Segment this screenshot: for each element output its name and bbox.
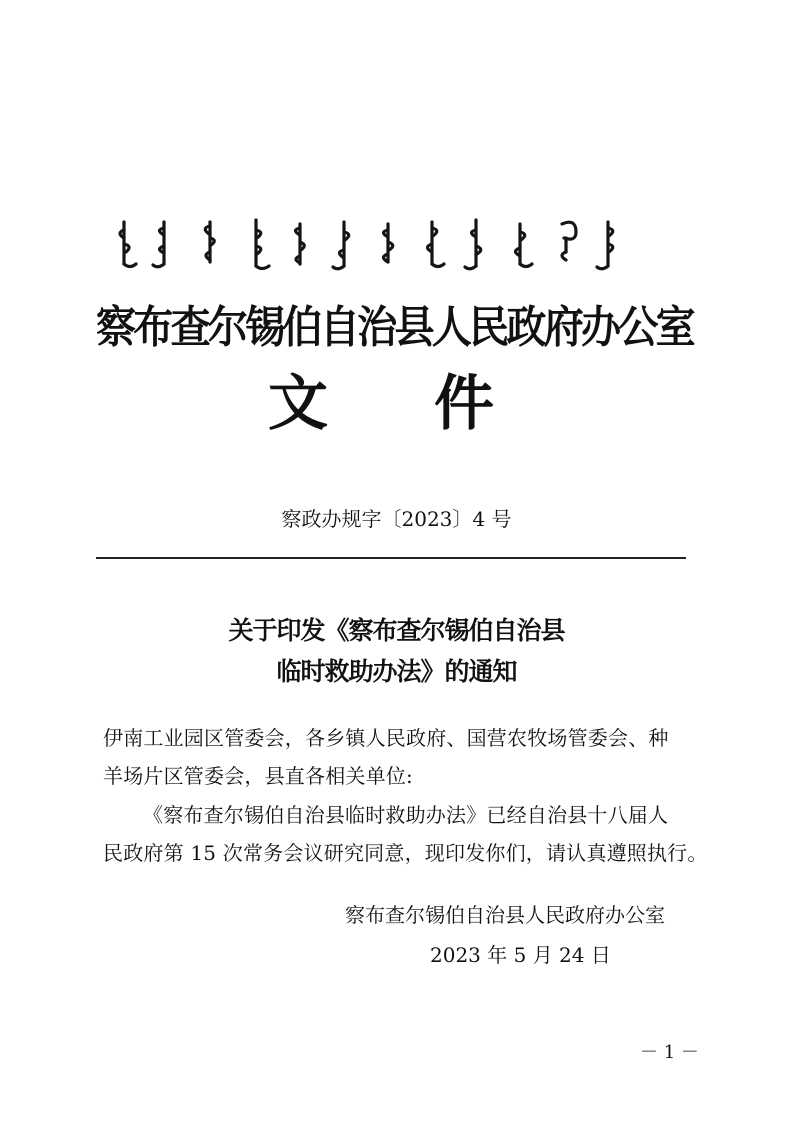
- recipients-paragraph: [103, 719, 690, 795]
- signing-organization: 察布查尔锡伯自治县人民政府办公室: [345, 903, 665, 927]
- recipients-line: 羊场片区管委会，县直各相关单位:: [103, 764, 413, 788]
- document-number: 察政办规字〔2023〕4 号: [281, 507, 512, 531]
- notice-title-line: 关于印发《察布查尔锡伯自治县: [228, 616, 565, 645]
- content-line: 《察布查尔锡伯自治县临时救助办法》已经自治县十八届人: [143, 803, 669, 827]
- content-line: 民政府第 15 次常务会议研究同意，现印发你们，请认真遵照执行。: [103, 841, 708, 865]
- notice-title-line: 临时救助办法》的通知: [276, 657, 517, 686]
- signing-date: 2023 年 5 月 24 日: [430, 943, 611, 967]
- header-divider: [96, 557, 686, 559]
- content-paragraph: [103, 796, 708, 872]
- recipients-line: 伊南工业园区管委会，各乡镇人民政府、国营农牧场管委会、种: [103, 726, 669, 750]
- document-type-heading: [268, 366, 518, 442]
- document-type-char: 文: [268, 369, 328, 439]
- mongolian-script-heading: [112, 216, 640, 276]
- document-type-char: 件: [434, 369, 494, 439]
- issuing-organization-heading: 察布查尔锡伯自治县人民政府办公室: [96, 302, 693, 353]
- page-number: － 1 －: [640, 1042, 699, 1063]
- notice-title: [0, 610, 793, 692]
